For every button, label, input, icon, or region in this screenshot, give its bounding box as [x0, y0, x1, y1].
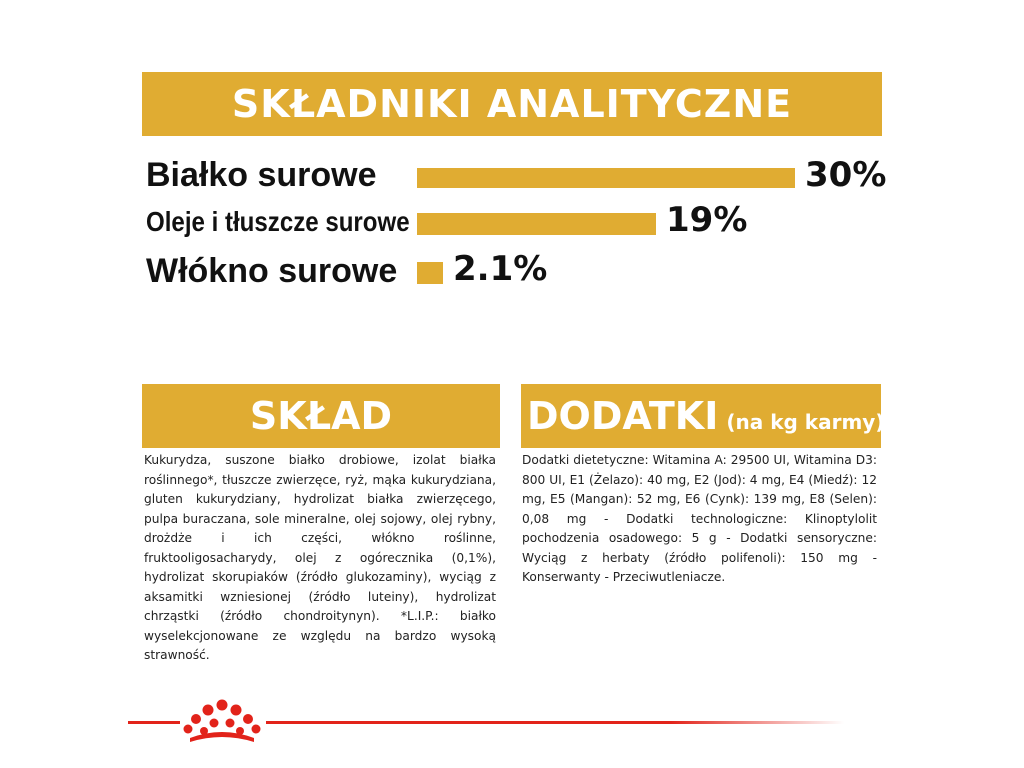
footer-line-right — [266, 721, 844, 724]
footer-line-left — [128, 721, 180, 724]
additives-title: DODATKI — [527, 394, 719, 438]
composition-title-banner — [142, 384, 500, 448]
value-fat: 19% — [666, 200, 748, 240]
row-label-fat: Oleje i tłuszcze surowe — [146, 206, 410, 237]
analytical-title: SKŁADNIKI ANALITYCZNE — [231, 82, 793, 126]
composition-title: SKŁAD — [249, 394, 393, 438]
value-protein: 30% — [805, 155, 887, 195]
analytical-title-banner — [142, 72, 882, 136]
bar-protein — [417, 168, 795, 188]
additives-subtitle: (na kg karmy) — [726, 410, 885, 434]
row-label-protein: Białko surowe — [146, 156, 377, 194]
additives-text: Dodatki dietetyczne: Witamina A: 29500 UI, Witamina D3: 800 UI, E1 (Żelazo): 40 mg, E2 (Jod): 4 mg, E4 (Miedź): 12 mg, E5 (Mangan): 52 mg, E6 (Cynk): 139 mg, E8 (Selen): 0,08 mg - Dodatki technologiczne: Klinoptylolit pochodzenia osadowego: 5 g - Dodatki sensoryczne: Wyciąg z herbaty (źródło polifenoli): 150 mg - Konserwanty - Przeciwutleniacze. — [522, 453, 877, 584]
additives-title-banner — [521, 384, 885, 448]
bar-fibre — [417, 262, 443, 284]
crown-icon — [182, 698, 262, 746]
row-label-fibre: Włókno surowe — [146, 252, 398, 290]
value-fibre: 2.1% — [453, 249, 548, 289]
bar-fat — [417, 213, 656, 235]
composition-text: Kukurydza, suszone białko drobiowe, izolat białka roślinnego*, tłuszcze zwierzęce, ryż, mąka kukurydziana, gluten kukurydziany, hydrolizat białka zwierzęcego, pulpa buraczana, sole mineralne, olej sojowy, olej rybny, drożdże i ich części, włókno roślinne, fruktooligosacharydy, olej z ogórecznika (0,1%), hydrolizat skorupiaków (źródło glukozaminy), wyciąg z aksamitki wzniesionej (źródło luteiny), hydrolizat chrząstki (źródło chondroitynyn). *L.I.P.: białko wyselekcjonowane ze względu na bardzo wysoką strawność. — [144, 453, 496, 662]
